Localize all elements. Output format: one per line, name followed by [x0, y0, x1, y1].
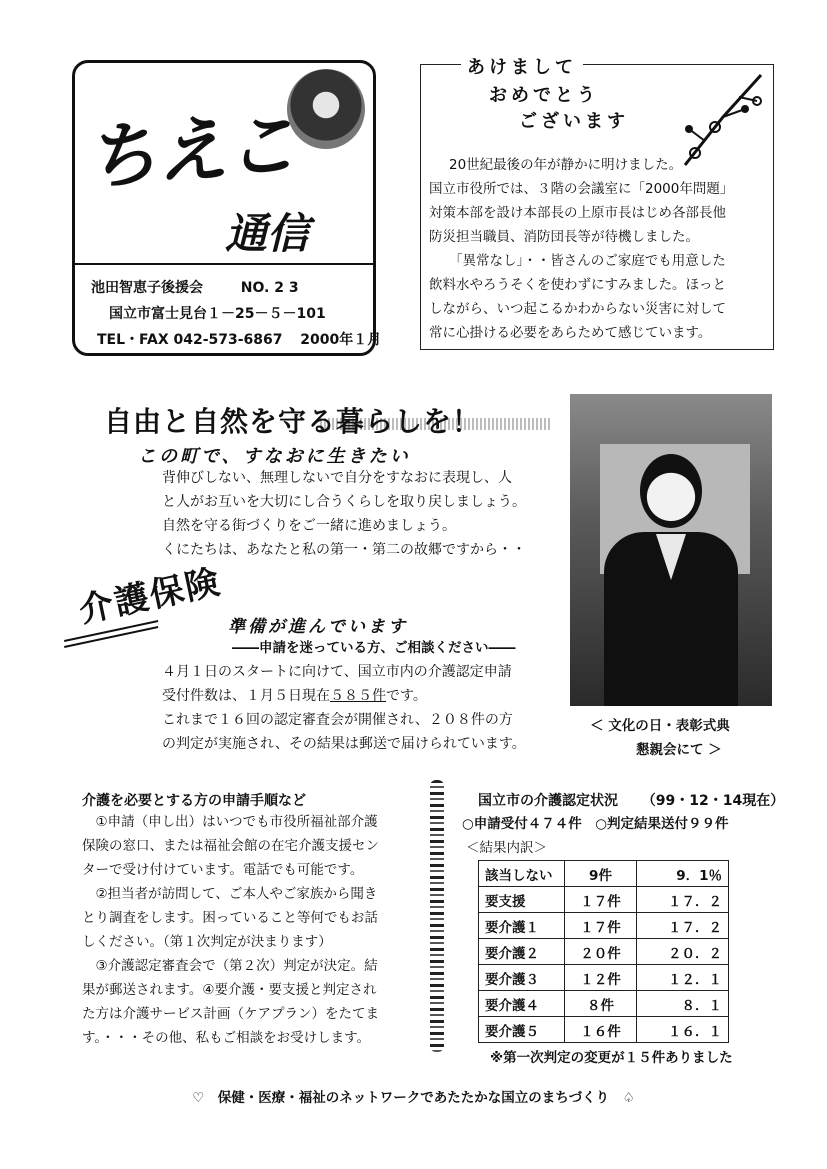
feature-subheadline: この町で、すなおに生きたい: [138, 446, 411, 467]
feature-body-line: 背伸びしない、無理しないで自分をすなおに表現し、人: [162, 470, 512, 486]
table-row: [479, 965, 729, 991]
procedure-line: た方は介護サービス計画（ケアプラン）をたてま: [82, 1006, 379, 1022]
feature-headline: 自由と自然を守る暮らしを！: [104, 405, 482, 438]
application-count: ５８５件: [330, 688, 386, 704]
procedure-title: 介護を必要とする方の申請手順など: [82, 793, 306, 809]
percent-cell: １７．２: [637, 887, 729, 913]
procedure-body: [82, 810, 422, 1050]
count-cell: 9件: [565, 861, 637, 887]
masthead-divider: [75, 263, 373, 265]
count-cell: １６件: [565, 1017, 637, 1043]
greeting-paragraph-line: 国立市役所では、３階の会議室に「2000年問題」: [429, 181, 734, 197]
category-cell: 要介護５: [479, 1017, 565, 1043]
footer-slogan: ♡ 保健・医療・福祉のネットワークであたたかな国立のまちづくり ♤: [192, 1090, 635, 1106]
count-cell: ２０件: [565, 939, 637, 965]
percent-cell: ２０．２: [637, 939, 729, 965]
feature-body-line: と人がお互いを大切にし合うくらしを取り戻しましょう。: [162, 494, 526, 510]
greeting-paragraph-line: 防災担当職員、消防団長等が待機しました。: [429, 229, 699, 245]
greeting-paragraph-line: 飲料水やろうそくを使わずにすみました。ほっと: [429, 277, 726, 293]
care-body-line: ４月１日のスタートに向けて、国立市内の介護認定申請: [162, 664, 512, 680]
procedure-line: とり調査をします。困っていること等何でもお話: [82, 910, 378, 926]
photo-caption-line-1: ＜ 文化の日・表彰式典: [590, 718, 730, 734]
greeting-paragraph-line: 「異常なし」・・皆さんのご家庭でも用意した: [449, 253, 726, 269]
feature-body: [162, 466, 526, 562]
count-cell: １７件: [565, 887, 637, 913]
greeting-line-3: ございます: [513, 107, 635, 133]
feature-body-line: くにたちは、あなたと私の第一・第二の故郷ですから・・: [162, 542, 526, 558]
greeting-line-2: おめでとう: [483, 81, 605, 107]
decorative-vine: [430, 780, 444, 1052]
procedure-line: 保険の窓口、または福祉会館の在宅介護支援セン: [82, 838, 379, 854]
category-cell: 該当しない: [479, 861, 565, 887]
greeting-paragraph-line: 常に心掛ける必要をあらためて感じています。: [429, 325, 712, 341]
care-insurance-body: [162, 660, 562, 756]
status-footnote: ※第一次判定の変更が１５件ありました: [490, 1050, 733, 1066]
percent-cell: 9．1％: [637, 861, 729, 887]
procedure-line: 果が郵送されます。④要介護・要支援と判定され: [82, 982, 377, 998]
procedure-line: ①申請（申し出）はいつでも市役所福祉部介護: [82, 814, 378, 830]
newsletter-subtitle: 通信: [225, 209, 310, 258]
category-cell: 要介護４: [479, 991, 565, 1017]
greeting-line-1: あけまして: [461, 53, 583, 79]
contact-phone: TEL・FAX 042-573-6867: [97, 332, 283, 348]
status-summary: ○申請受付４７４件 ○判定結果送付９９件: [462, 816, 729, 832]
procedure-line: す。・・・その他、私もご相談をお受けします。: [82, 1030, 371, 1046]
greeting-paragraph-line: 20世紀最後の年が静かに明けました。: [449, 157, 683, 173]
category-cell: 要介護３: [479, 965, 565, 991]
portrait-logo: [287, 69, 365, 149]
issue-date: 2000年１月: [300, 332, 382, 348]
new-year-greeting: [420, 57, 774, 350]
organization-name: 池田智恵子後援会: [91, 280, 203, 296]
count-cell: １７件: [565, 913, 637, 939]
category-cell: 要介護１: [479, 913, 565, 939]
care-body-line: の判定が実施され、その結果は郵送で届けられています。: [162, 736, 526, 752]
procedure-line: ②担当者が訪問して、ご本人やご家族から聞き: [82, 886, 378, 902]
care-insurance-subtitle: 準備が進んでいます: [228, 617, 408, 637]
procedure-line: しください。（第１次判定が決まります）: [82, 934, 332, 950]
care-body-line: これまで１６回の認定審査会が開催され、２０８件の方: [162, 712, 513, 728]
percent-cell: １２．１: [637, 965, 729, 991]
table-row: [479, 939, 729, 965]
table-row: [479, 1017, 729, 1043]
care-body-line: です。: [386, 688, 427, 704]
feature-body-line: 自然を守る街づくりをご一緒に進めましょう。: [162, 518, 456, 534]
status-table: [478, 860, 729, 1043]
photo-caption-line-2: 懇親会にて ＞: [636, 742, 722, 758]
care-body-line: 受付件数は、１月５日現在: [162, 688, 330, 704]
status-as-of-date: （99・12・14現在）: [641, 793, 785, 809]
breakdown-label: ＜結果内訳＞: [466, 840, 547, 856]
procedure-line: ターで受け付けています。電話でも可能です。: [82, 862, 364, 878]
percent-cell: １７．２: [637, 913, 729, 939]
table-row: [479, 861, 729, 887]
table-row: [479, 913, 729, 939]
category-cell: 要介護２: [479, 939, 565, 965]
count-cell: １２件: [565, 965, 637, 991]
table-row: [479, 887, 729, 913]
greeting-paragraph-line: しながら、いつ起こるかわからない災害に対して: [429, 301, 726, 317]
address: 国立市富士見台１－25－５－101: [109, 306, 326, 322]
percent-cell: ８．１: [637, 991, 729, 1017]
masthead: [72, 60, 382, 356]
greeting-paragraph-line: 対策本部を設け本部長の上原市長はじめ各部長他: [429, 205, 726, 221]
event-photo: [570, 394, 772, 706]
procedure-line: ③介護認定審査会で（第２次）判定が決定。結: [82, 958, 378, 974]
category-cell: 要支援: [479, 887, 565, 913]
status-title: 国立市の介護認定状況: [478, 793, 618, 809]
percent-cell: １６．１: [637, 1017, 729, 1043]
newsletter-title: ちえこ: [82, 100, 299, 201]
care-insurance-title: 介護保険: [75, 561, 225, 631]
count-cell: ８件: [565, 991, 637, 1017]
care-insurance-note: ――申請を迷っている方、ご相談ください――: [232, 640, 516, 656]
table-row: [479, 991, 729, 1017]
issue-number: NO. 2 3: [240, 280, 299, 296]
